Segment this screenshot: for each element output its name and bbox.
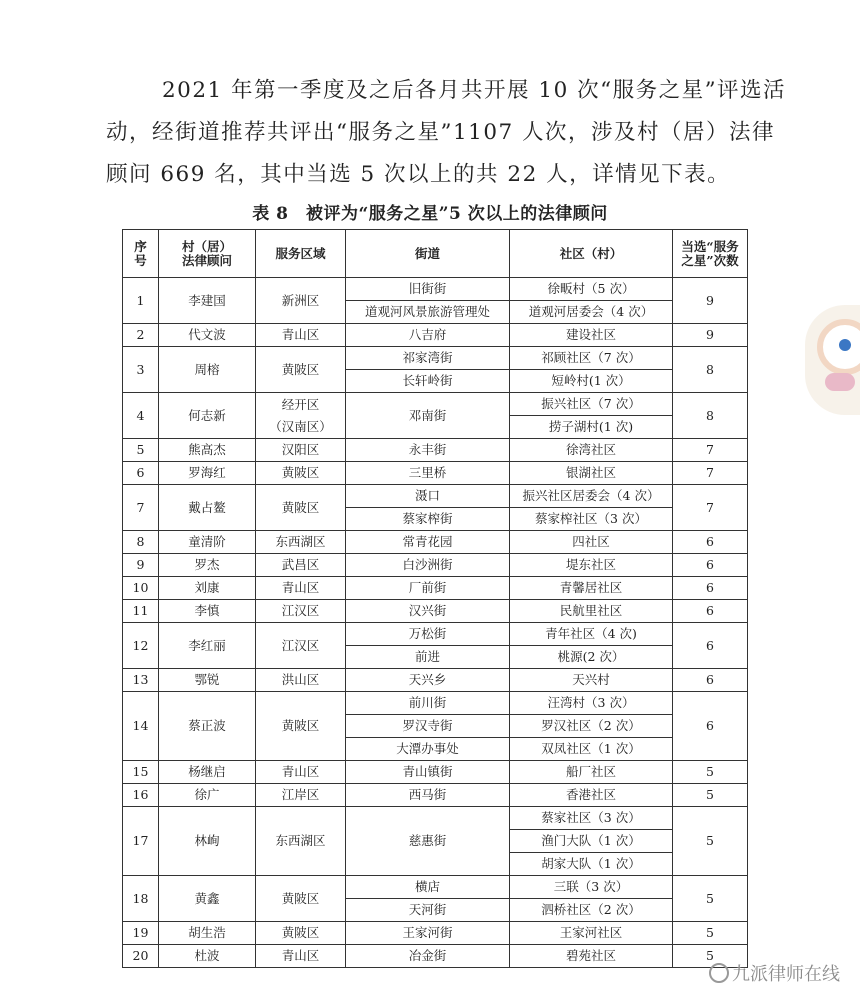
paragraph-line: 动，经街道推荐共评出“服务之星”1107 人次，涉及村（居）法律 <box>106 120 776 145</box>
street-cell: 三里桥 <box>346 462 510 485</box>
community-cell: 振兴社区居委会（4 次） <box>510 485 673 508</box>
table-row <box>123 623 748 646</box>
area-text: 洪山区 <box>281 672 320 687</box>
street-cell: 汉兴街 <box>346 600 510 623</box>
table-row <box>123 577 748 600</box>
community-cell: 泗桥社区（2 次） <box>510 899 673 922</box>
seq-cell: 10 <box>123 577 159 600</box>
seq-cell: 12 <box>123 623 159 669</box>
area-cell <box>256 577 346 600</box>
area-text: 黄陂区 <box>281 925 320 940</box>
area-text: （汉南区） <box>269 418 332 434</box>
table-row <box>123 945 748 968</box>
decorative-character-image <box>805 305 860 415</box>
area-text: 江汉区 <box>281 603 320 618</box>
count-cell: 9 <box>673 278 748 324</box>
area-text: 新洲区 <box>281 292 320 308</box>
area-text: 黄陂区 <box>281 499 320 515</box>
table-row <box>123 347 748 370</box>
street-cell: 邓南街 <box>346 393 510 439</box>
community-cell: 短岭村(1 次） <box>510 370 673 393</box>
community-cell: 捞子湖村(1 次) <box>510 416 673 439</box>
area-text: 青山区 <box>281 327 320 342</box>
street-cell: 前进 <box>346 646 510 669</box>
community-cell: 三联（3 次） <box>510 876 673 899</box>
seq-cell: 3 <box>123 347 159 393</box>
community-cell: 蔡家社区（3 次） <box>510 807 673 830</box>
area-text: 青山区 <box>281 764 320 779</box>
count-cell: 6 <box>673 577 748 600</box>
count-cell: 9 <box>673 324 748 347</box>
advisor-name-cell: 胡生浩 <box>159 922 256 945</box>
area-cell <box>256 784 346 807</box>
table-row <box>123 462 748 485</box>
count-cell: 5 <box>673 945 748 968</box>
seq-cell: 8 <box>123 531 159 554</box>
area-text: 汉阳区 <box>281 442 320 457</box>
table-caption: 表 8 被评为“服务之星”5 次以上的法律顾问 <box>252 204 608 224</box>
community-cell: 碧苑社区 <box>510 945 673 968</box>
area-cell <box>256 393 346 439</box>
header-count: 当选“服务 之星”次数 <box>673 230 748 278</box>
area-cell <box>256 876 346 922</box>
community-cell: 船厂社区 <box>510 761 673 784</box>
community-cell: 徐湾社区 <box>510 439 673 462</box>
street-cell: 横店 <box>346 876 510 899</box>
table-row <box>123 922 748 945</box>
count-cell: 7 <box>673 439 748 462</box>
area-cell <box>256 692 346 761</box>
area-text: 黄陂区 <box>281 465 320 480</box>
area-cell <box>256 462 346 485</box>
community-cell: 振兴社区（7 次） <box>510 393 673 416</box>
area-cell <box>256 531 346 554</box>
area-text: 江岸区 <box>281 787 320 802</box>
community-cell: 祁顾社区（7 次） <box>510 347 673 370</box>
area-cell <box>256 945 346 968</box>
advisor-name-cell: 杨继启 <box>159 761 256 784</box>
advisor-name-cell: 徐广 <box>159 784 256 807</box>
area-text: 青山区 <box>281 948 320 963</box>
seq-cell: 13 <box>123 669 159 692</box>
table-row <box>123 554 748 577</box>
table-row <box>123 324 748 347</box>
street-cell: 冶金街 <box>346 945 510 968</box>
area-cell <box>256 554 346 577</box>
area-text: 黄陂区 <box>281 361 320 377</box>
street-cell: 蔡家榨街 <box>346 508 510 531</box>
count-cell: 6 <box>673 692 748 761</box>
paragraph-line: 2021 年第一季度及之后各月共开展 10 次“服务之星”评选活 <box>162 78 787 103</box>
advisor-name-cell: 何志新 <box>159 393 256 439</box>
table-header-row <box>123 230 748 278</box>
count-cell: 5 <box>673 784 748 807</box>
street-cell: 旧街街 <box>346 278 510 301</box>
count-cell: 5 <box>673 807 748 876</box>
advisor-name-cell: 戴占鳌 <box>159 485 256 531</box>
advisor-name-cell: 李慎 <box>159 600 256 623</box>
table-row <box>123 439 748 462</box>
seq-cell: 4 <box>123 393 159 439</box>
area-cell <box>256 807 346 876</box>
seq-cell: 18 <box>123 876 159 922</box>
area-text: 东西湖区 <box>275 833 326 848</box>
table-row <box>123 600 748 623</box>
advisor-name-cell: 杜波 <box>159 945 256 968</box>
area-cell <box>256 623 346 669</box>
watermark: 九派律师在线 <box>709 960 840 986</box>
street-cell: 王家河街 <box>346 922 510 945</box>
count-cell: 7 <box>673 485 748 531</box>
street-cell: 常青花园 <box>346 531 510 554</box>
community-cell: 蔡家榨社区（3 次） <box>510 508 673 531</box>
community-cell: 罗汉社区（2 次） <box>510 715 673 738</box>
community-cell: 渔门大队（1 次） <box>510 830 673 853</box>
count-cell: 6 <box>673 623 748 669</box>
seq-cell: 15 <box>123 761 159 784</box>
count-cell: 8 <box>673 347 748 393</box>
seq-cell: 2 <box>123 324 159 347</box>
community-cell: 汪湾村（3 次） <box>510 692 673 715</box>
table-row <box>123 278 748 301</box>
community-cell: 银湖社区 <box>510 462 673 485</box>
advisor-name-cell: 罗杰 <box>159 554 256 577</box>
community-cell: 四社区 <box>510 531 673 554</box>
advisor-name-cell: 童清阶 <box>159 531 256 554</box>
street-cell: 青山镇街 <box>346 761 510 784</box>
table-body <box>123 278 748 968</box>
street-cell: 天兴乡 <box>346 669 510 692</box>
header-advisor: 村（居） 法律顾问 <box>159 230 256 278</box>
area-text: 青山区 <box>281 580 320 595</box>
count-cell: 6 <box>673 554 748 577</box>
street-cell: 西马街 <box>346 784 510 807</box>
community-cell: 道观河居委会（4 次） <box>510 301 673 324</box>
community-cell: 王家河社区 <box>510 922 673 945</box>
street-cell: 祁家湾街 <box>346 347 510 370</box>
seq-cell: 7 <box>123 485 159 531</box>
table-row <box>123 393 748 416</box>
advisor-name-cell: 蔡正波 <box>159 692 256 761</box>
seq-cell: 17 <box>123 807 159 876</box>
area-text: 黄陂区 <box>281 890 320 906</box>
street-cell: 罗汉寺街 <box>346 715 510 738</box>
street-cell: 白沙洲街 <box>346 554 510 577</box>
advisor-name-cell: 李建国 <box>159 278 256 324</box>
area-cell <box>256 485 346 531</box>
street-cell: 天河街 <box>346 899 510 922</box>
area-cell <box>256 922 346 945</box>
advisor-name-cell: 刘康 <box>159 577 256 600</box>
street-cell: 厂前街 <box>346 577 510 600</box>
community-cell: 桃源(2 次） <box>510 646 673 669</box>
count-cell: 5 <box>673 922 748 945</box>
area-cell <box>256 278 346 324</box>
community-cell: 青馨居社区 <box>510 577 673 600</box>
advisor-name-cell: 周榕 <box>159 347 256 393</box>
street-cell: 慈惠街 <box>346 807 510 876</box>
count-cell: 6 <box>673 669 748 692</box>
seq-cell: 14 <box>123 692 159 761</box>
street-cell: 永丰街 <box>346 439 510 462</box>
seq-cell: 5 <box>123 439 159 462</box>
count-cell: 6 <box>673 600 748 623</box>
header-community: 社区（村） <box>510 230 673 278</box>
legal-advisor-table <box>122 229 748 968</box>
table-row <box>123 669 748 692</box>
seq-cell: 20 <box>123 945 159 968</box>
advisor-name-cell: 鄂锐 <box>159 669 256 692</box>
community-cell: 建设社区 <box>510 324 673 347</box>
area-cell <box>256 600 346 623</box>
table-row <box>123 784 748 807</box>
area-cell <box>256 347 346 393</box>
table-row <box>123 807 748 830</box>
paragraph-line: 顾问 669 名，其中当选 5 次以上的共 22 人，详情见下表。 <box>106 162 731 187</box>
street-cell: 道观河风景旅游管理处 <box>346 301 510 324</box>
community-cell: 堤东社区 <box>510 554 673 577</box>
community-cell: 青年社区（4 次) <box>510 623 673 646</box>
seq-cell: 1 <box>123 278 159 324</box>
advisor-name-cell: 罗海红 <box>159 462 256 485</box>
community-cell: 天兴村 <box>510 669 673 692</box>
street-cell: 万松街 <box>346 623 510 646</box>
community-cell: 香港社区 <box>510 784 673 807</box>
community-cell: 胡家大队（1 次） <box>510 853 673 876</box>
table-row <box>123 876 748 899</box>
header-area: 服务区域 <box>256 230 346 278</box>
table-row <box>123 692 748 715</box>
advisor-name-cell: 黄鑫 <box>159 876 256 922</box>
count-cell: 7 <box>673 462 748 485</box>
table-row <box>123 761 748 784</box>
street-cell: 大潭办事处 <box>346 738 510 761</box>
area-text: 武昌区 <box>281 557 320 572</box>
area-text: 江汉区 <box>281 637 320 653</box>
seq-cell: 11 <box>123 600 159 623</box>
area-text: 黄陂区 <box>281 718 320 733</box>
count-cell: 6 <box>673 531 748 554</box>
area-cell <box>256 761 346 784</box>
community-cell: 徐畈村（5 次） <box>510 278 673 301</box>
street-cell: 八吉府 <box>346 324 510 347</box>
advisor-name-cell: 李红丽 <box>159 623 256 669</box>
table-row <box>123 485 748 508</box>
area-text: 经开区 <box>281 396 320 412</box>
advisor-name-cell: 代文波 <box>159 324 256 347</box>
street-cell: 长轩岭街 <box>346 370 510 393</box>
street-cell: 前川街 <box>346 692 510 715</box>
street-cell: 滠口 <box>346 485 510 508</box>
area-cell <box>256 439 346 462</box>
watermark-icon <box>709 963 729 983</box>
area-cell <box>256 324 346 347</box>
table-row <box>123 531 748 554</box>
intro-paragraph <box>106 70 787 196</box>
count-cell: 5 <box>673 876 748 922</box>
advisor-name-cell: 熊高杰 <box>159 439 256 462</box>
community-cell: 双凤社区（1 次） <box>510 738 673 761</box>
header-seq: 序 号 <box>123 230 159 278</box>
seq-cell: 19 <box>123 922 159 945</box>
header-street: 街道 <box>346 230 510 278</box>
advisor-name-cell: 林峋 <box>159 807 256 876</box>
seq-cell: 16 <box>123 784 159 807</box>
area-cell <box>256 669 346 692</box>
area-text: 东西湖区 <box>275 534 326 549</box>
count-cell: 8 <box>673 393 748 439</box>
community-cell: 民航里社区 <box>510 600 673 623</box>
seq-cell: 6 <box>123 462 159 485</box>
count-cell: 5 <box>673 761 748 784</box>
seq-cell: 9 <box>123 554 159 577</box>
